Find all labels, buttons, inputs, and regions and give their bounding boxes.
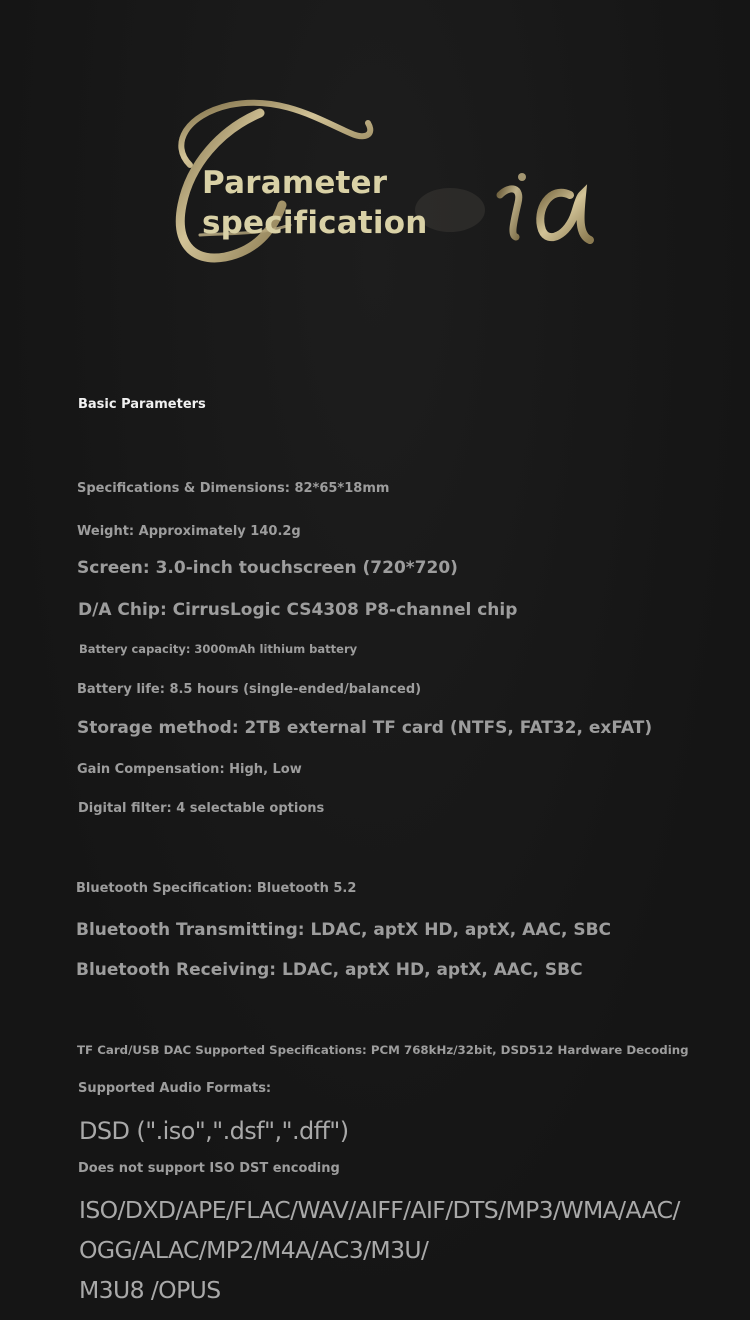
spec-formats-label: Supported Audio Formats:	[78, 1081, 272, 1096]
spec-dimensions: Specifications & Dimensions: 82*65*18mm	[77, 481, 390, 496]
audio-format-list	[79, 1190, 680, 1310]
title-line-1: Parameter	[202, 165, 388, 201]
spec-bluetooth-transmitting: Bluetooth Transmitting: LDAC, aptX HD, aptX, AAC, SBC	[76, 920, 612, 940]
hero-banner	[150, 85, 610, 285]
spec-gain: Gain Compensation: High, Low	[77, 762, 302, 777]
spec-weight: Weight: Approximately 140.2g	[77, 524, 301, 539]
spec-battery-life: Battery life: 8.5 hours (single-ended/balanced)	[77, 682, 422, 697]
spec-storage: Storage method: 2TB external TF card (NTFS, FAT32, exFAT)	[77, 718, 653, 738]
section-heading-basic-parameters: Basic Parameters	[78, 397, 206, 412]
spec-digital-filter: Digital filter: 4 selectable options	[78, 801, 325, 816]
spec-da-chip: D/A Chip: CirrusLogic CS4308 P8-channel chip	[78, 600, 518, 620]
formats-line-2: OGG/ALAC/MP2/M4A/AC3/M3U/	[79, 1236, 429, 1264]
page-title	[202, 163, 428, 243]
formats-line-1: ISO/DXD/APE/FLAC/WAV/AIFF/AIF/DTS/MP3/WMA/AAC/	[79, 1196, 680, 1224]
spec-dac-supported: TF Card/USB DAC Supported Specifications: PCM 768kHz/32bit, DSD512 Hardware Decoding	[77, 1043, 689, 1057]
spec-bluetooth-receiving: Bluetooth Receiving: LDAC, aptX HD, aptX, AAC, SBC	[76, 960, 583, 980]
formats-line-3: M3U8 /OPUS	[79, 1276, 221, 1304]
spec-bluetooth-version: Bluetooth Specification: Bluetooth 5.2	[76, 881, 357, 896]
dsd-formats: DSD (".iso",".dsf",".dff")	[79, 1117, 349, 1145]
title-line-2: specification	[202, 205, 428, 241]
spec-screen: Screen: 3.0-inch touchscreen (720*720)	[77, 558, 458, 578]
iso-dst-note: Does not support ISO DST encoding	[78, 1161, 340, 1176]
spec-battery-capacity: Battery capacity: 3000mAh lithium battery	[79, 642, 358, 656]
